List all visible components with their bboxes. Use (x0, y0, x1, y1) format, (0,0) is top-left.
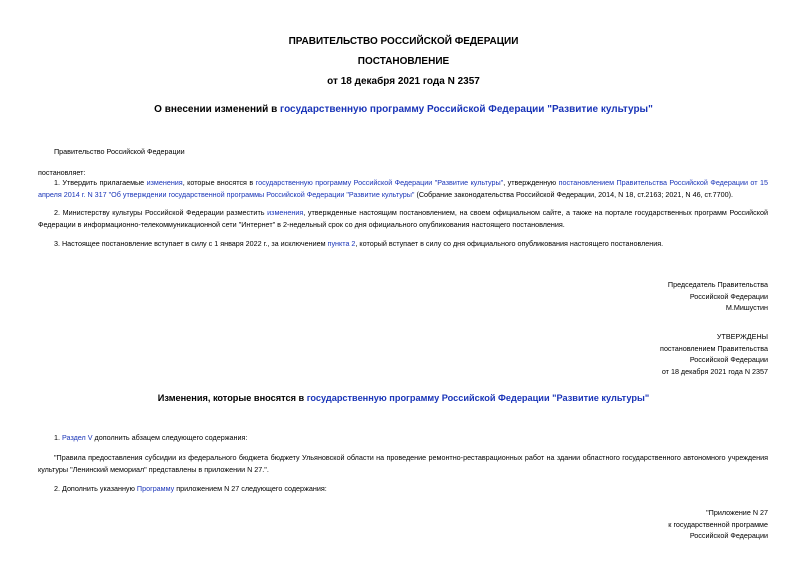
item-1-link-changes[interactable]: изменения (146, 178, 183, 187)
change-1-text-a: 1. (54, 433, 62, 442)
item-3-text-b: , который вступает в силу со дня официального опубликования настоящего постановления. (355, 239, 664, 248)
approved-heading: УТВЕРЖДЕНЫ (716, 332, 768, 341)
approved-by: постановлением Правительства (660, 343, 768, 353)
doc-title-link[interactable]: государственную программу Российской Федерации "Развитие культуры" (280, 104, 653, 115)
item-1-link-resolution[interactable]: постановлением Правительства Российской Федерации от 15 апреля 2014 г. N 317 "Об утверждении государственной программы Российской Федерации "Развитие культуры" (38, 178, 768, 199)
doc-title (0, 104, 807, 115)
item-3-paragraph (38, 238, 768, 250)
item-1-paragraph (38, 177, 768, 200)
signature-name: М.Мишустин (725, 303, 768, 313)
signature-title: Председатель Правительства (667, 280, 768, 289)
item-2-paragraph (38, 207, 768, 230)
item-2-text-b: , утвержденные настоящим постановлением, на своем официальном сайте, а также на портале государственных программ Российской Федерации в информационно-телекоммуникационной сети "Интернет" в 2-недельный срок со дня официального опубликования настоящего постановления. (38, 208, 768, 229)
signature-org: Российской Федерации (689, 291, 768, 301)
item-1-text-b: , которые вносятся в (182, 178, 256, 187)
signature-block (668, 279, 768, 314)
appendix-ref: к государственной программе (668, 519, 768, 529)
item-1-link-program[interactable]: государственную программу Российской Федерации "Развитие культуры" (255, 178, 504, 187)
appendix-org: Российской Федерации (689, 531, 768, 541)
change-2-text-a: 2. Дополнить указанную (54, 484, 137, 493)
changes-title-prefix: Изменения, которые вносятся в (157, 393, 307, 403)
change-1-link-section[interactable]: Раздел V (62, 433, 93, 442)
change-1-paragraph (38, 432, 768, 444)
appendix-block (668, 507, 768, 542)
changes-title-link[interactable]: государственную программу Российской Федерации "Развитие культуры" (306, 393, 650, 403)
item-1-text-a: 1. Утвердить прилагаемые (54, 178, 147, 187)
org-heading: ПРАВИТЕЛЬСТВО РОССИЙСКОЙ ФЕДЕРАЦИИ (288, 36, 519, 47)
item-2-text-a: 2. Министерству культуры Российской Федерации разместить (54, 208, 268, 217)
item-1-text-c: , утвержденную (503, 178, 559, 187)
approved-date: от 18 декабря 2021 года N 2357 (661, 366, 768, 376)
approved-org: Российской Федерации (689, 355, 768, 365)
doc-type-heading: ПОСТАНОВЛЕНИЕ (357, 56, 450, 67)
appendix-title: "Приложение N 27 (706, 508, 768, 517)
item-2-link-changes[interactable]: изменения (267, 208, 304, 217)
change-2-link-program[interactable]: Программу (136, 484, 175, 493)
item-3-text-a: 3. Настоящее постановление вступает в силу с 1 января 2022 г., за исключением (54, 239, 328, 248)
item-3-link-point2[interactable]: пункта 2 (327, 239, 356, 248)
change-2-text-b: приложением N 27 следующего содержания: (174, 484, 327, 493)
changes-title (0, 393, 807, 403)
date-number-heading: от 18 декабря 2021 года N 2357 (327, 76, 480, 87)
preamble-text: Правительство Российской Федерации (54, 147, 185, 156)
doc-title-prefix: О внесении изменений в (154, 104, 281, 115)
approved-block (660, 331, 768, 377)
change-1-quote: "Правила предоставления субсидии из федерального бюджета бюджету Ульяновской области на проведение ремонтно-реставрационных работ на здании областного государственного автономного учреждения культуры "Ленинский мемориал" представлены в приложении N 27.". (38, 453, 768, 474)
item-1-text-d: (Собрание законодательства Российской Федерации, 2014, N 18, ст.2163; 2021, N 46, ст.7700). (414, 189, 734, 199)
change-2-paragraph (38, 483, 768, 495)
change-1-text-b: дополнить абзацем следующего содержания: (92, 433, 248, 442)
resolves-text: постановляет: (38, 168, 86, 177)
